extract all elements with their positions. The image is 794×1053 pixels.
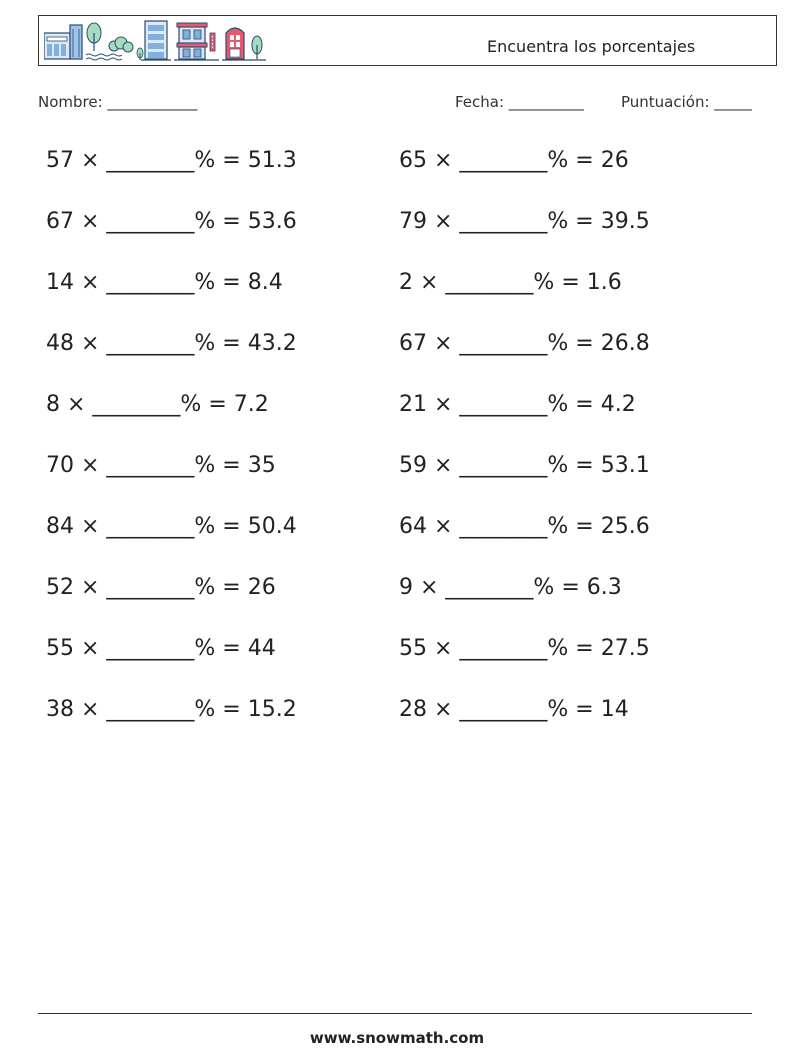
date-field: Fecha: __________ [455, 93, 584, 111]
office-building-icon [44, 25, 82, 59]
problem-left-4: 48 × ________% = 43.2 [46, 331, 297, 356]
shop-icon [210, 33, 215, 51]
city-illustration [44, 19, 268, 63]
problem-right-10: 28 × ________% = 14 [399, 697, 629, 722]
problem-right-7: 64 × ________% = 25.6 [399, 514, 650, 539]
footer-divider [38, 1013, 752, 1014]
problem-left-10: 38 × ________% = 15.2 [46, 697, 297, 722]
tree-icon [87, 23, 101, 51]
problem-left-9: 55 × ________% = 44 [46, 636, 276, 661]
problem-right-6: 59 × ________% = 53.1 [399, 453, 650, 478]
problem-right-8: 9 × ________% = 6.3 [399, 575, 622, 600]
problem-right-1: 65 × ________% = 26 [399, 148, 629, 173]
problem-left-6: 70 × ________% = 35 [46, 453, 276, 478]
problem-right-3: 2 × ________% = 1.6 [399, 270, 622, 295]
footer-url[interactable]: www.snowmath.com [309, 1029, 485, 1047]
header-box [38, 15, 777, 66]
problem-left-3: 14 × ________% = 8.4 [46, 270, 283, 295]
tree-icon [252, 36, 262, 59]
problem-left-5: 8 × ________% = 7.2 [46, 392, 269, 417]
problem-right-2: 79 × ________% = 39.5 [399, 209, 650, 234]
worksheet-title: Encuentra los porcentajes [487, 37, 696, 56]
name-field: Nombre: ____________ [38, 93, 198, 111]
problem-right-9: 55 × ________% = 27.5 [399, 636, 650, 661]
score-field: Puntuación: _____ [621, 93, 752, 111]
problem-right-5: 21 × ________% = 4.2 [399, 392, 636, 417]
highrise-building-icon [141, 21, 171, 60]
problem-right-4: 67 × ________% = 26.8 [399, 331, 650, 356]
problem-left-8: 52 × ________% = 26 [46, 575, 276, 600]
water-icon [86, 54, 122, 60]
problem-left-2: 67 × ________% = 53.6 [46, 209, 297, 234]
tree-icon [137, 48, 143, 60]
bush-icon [109, 37, 133, 52]
problem-left-1: 57 × ________% = 51.3 [46, 148, 297, 173]
problem-left-7: 84 × ________% = 50.4 [46, 514, 297, 539]
